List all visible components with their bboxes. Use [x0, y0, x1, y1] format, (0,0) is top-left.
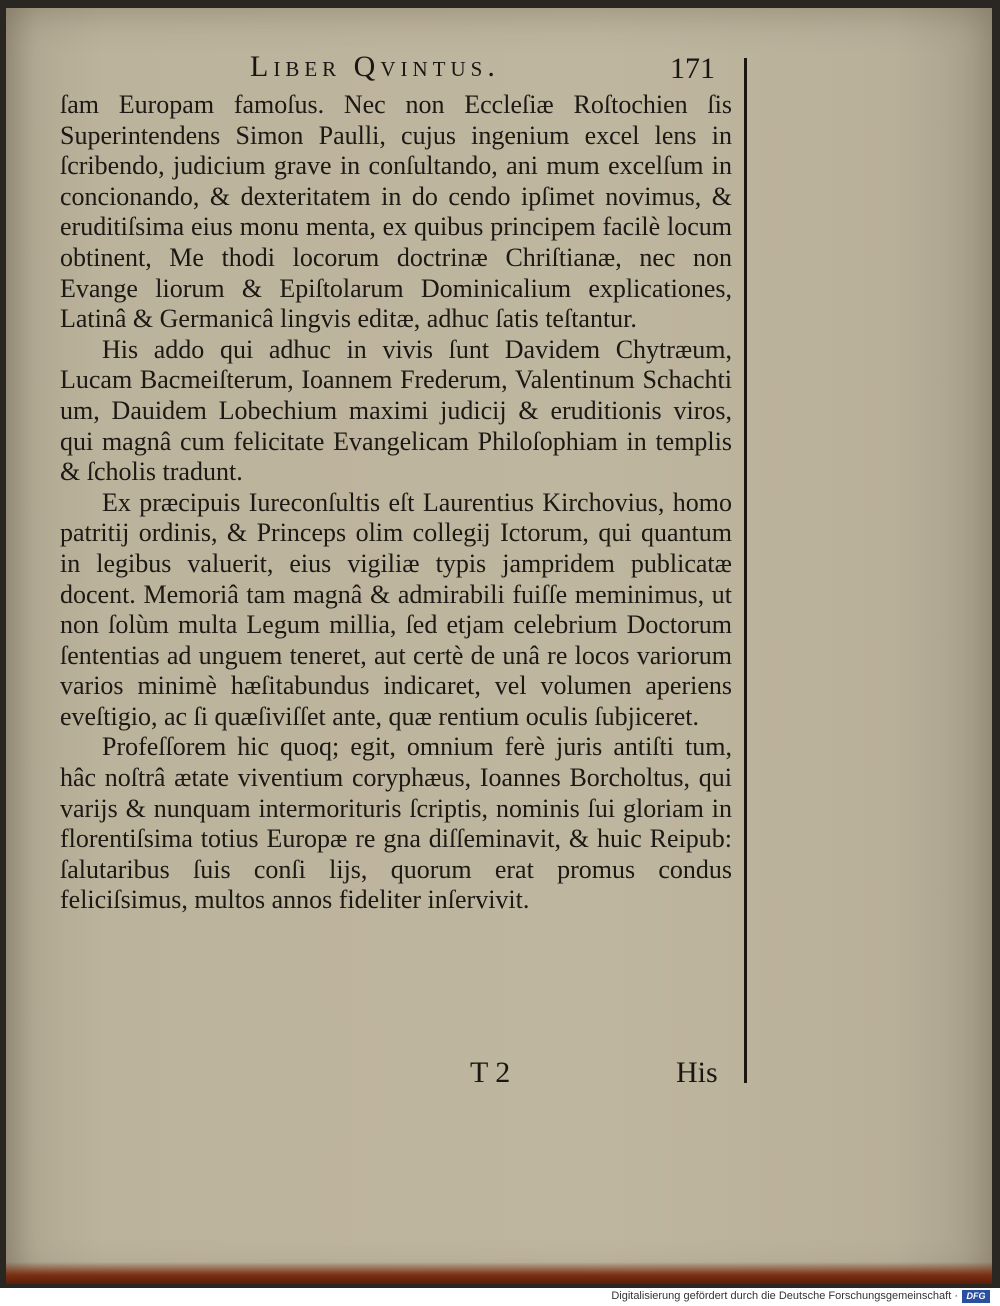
- text-line: ſententias ad unguem teneret, aut certè de unâ re locos: [60, 640, 637, 670]
- signature-mark: T 2: [470, 1056, 511, 1089]
- text-line: rentium oculis ſubjiceret.: [438, 701, 700, 731]
- text-line: multa Legum millia, ſed etjam celebrium Doctorum: [178, 610, 732, 640]
- text-line: Ictorum, qui quantum in legibus valuerit, eius vigiliæ: [60, 518, 733, 578]
- text-line: lijs, quorum erat promus condus feliciſsimus, multos: [60, 854, 733, 915]
- text-line: menta, ex quibus principem facilè locum obtinent, Me: [60, 212, 733, 272]
- text-line: typis jampridem publicatæ docent. Memoriâ tam: [60, 548, 732, 609]
- paragraph-2: [60, 335, 732, 488]
- text-line: thodi locorum doctrinæ Chriſtianæ, nec non Evange: [60, 242, 733, 303]
- text-line: cendo ipſimet novimus, & eruditiſsima eius monu: [60, 181, 733, 242]
- text-line: nominis ſui gloriam in florentiſsima totius Europæ re: [60, 793, 732, 854]
- funding-credit: Digitalisierung gefördert durch die Deutsche Forschungsgemeinschaft ·: [611, 1290, 958, 1302]
- text-line: Profeſſorem hic quoq; egit, omnium ferè juris antiſti: [102, 732, 674, 762]
- text-line: homo patritij ordinis, & Princeps olim collegij: [60, 487, 732, 548]
- text-line: annos fideliter inſervivit.: [271, 885, 530, 915]
- text-line: Latinâ & Germanicâ lingvis editæ, adhuc ſatis teſtantur.: [60, 304, 637, 334]
- text-line: Borcholtus, qui varijs & nunquam intermorituris ſcriptis,: [60, 763, 732, 823]
- dfg-logo: DFG: [962, 1290, 990, 1303]
- text-line: volumen aperiens eveſtigio, ac ſi quæſiviſſet ante, quæ: [60, 671, 732, 731]
- catchword: His: [676, 1056, 718, 1089]
- text-line: um, Dauidem Lobechium maximi judicij & eruditionis viros,: [60, 395, 732, 425]
- text-line: ſam Europam famoſus. Nec non Eccleſiæ Roſtochien: [60, 90, 688, 119]
- text-line: qui magnâ cum felicitate Evangelicam Philoſophiam in: [60, 426, 656, 456]
- body-text: [60, 90, 732, 916]
- text-line: mum excelſum in concionando, & dexteritatem in do: [60, 151, 733, 211]
- text-line: variorum varios minimè hæſitabundus indicaret, vel: [60, 640, 732, 701]
- running-title: Liber Qvintus.: [250, 50, 500, 83]
- paragraph-1: [60, 90, 732, 335]
- text-line: Lucam Bacmeiſterum, Ioannem Frederum, Valentinum Schachti: [60, 365, 732, 395]
- page-number: 171: [670, 52, 715, 85]
- paragraph-4: [60, 732, 732, 916]
- paragraph-3: [60, 488, 732, 733]
- text-line: gna diſſeminavit, & huic Reipub: ſalutaribus ſuis conſi: [60, 824, 732, 884]
- text-line: liorum & Epiſtolarum Dominicalium explicationes,: [155, 273, 732, 303]
- text-line: tum, hâc noſtrâ ætate viventium coryphæus, Ioannes: [60, 732, 733, 793]
- text-line: ſis Superintendens Simon Paulli, cujus ingenium excel: [60, 90, 732, 150]
- text-line: His addo qui adhuc in vivis ſunt Davidem Chytræum,: [102, 334, 732, 364]
- text-line: magnâ & admirabili fuiſſe meminimus, ut non ſolùm: [60, 579, 732, 640]
- text-line: templis & ſcholis tradunt.: [60, 426, 732, 487]
- text-line: lens in ſcribendo, judicium grave in conſultando, ani: [60, 120, 733, 181]
- vertical-margin-rule: [744, 58, 747, 1083]
- text-line: Ex præcipuis Iureconſultis eſt Laurentius Kirchovius,: [102, 487, 673, 517]
